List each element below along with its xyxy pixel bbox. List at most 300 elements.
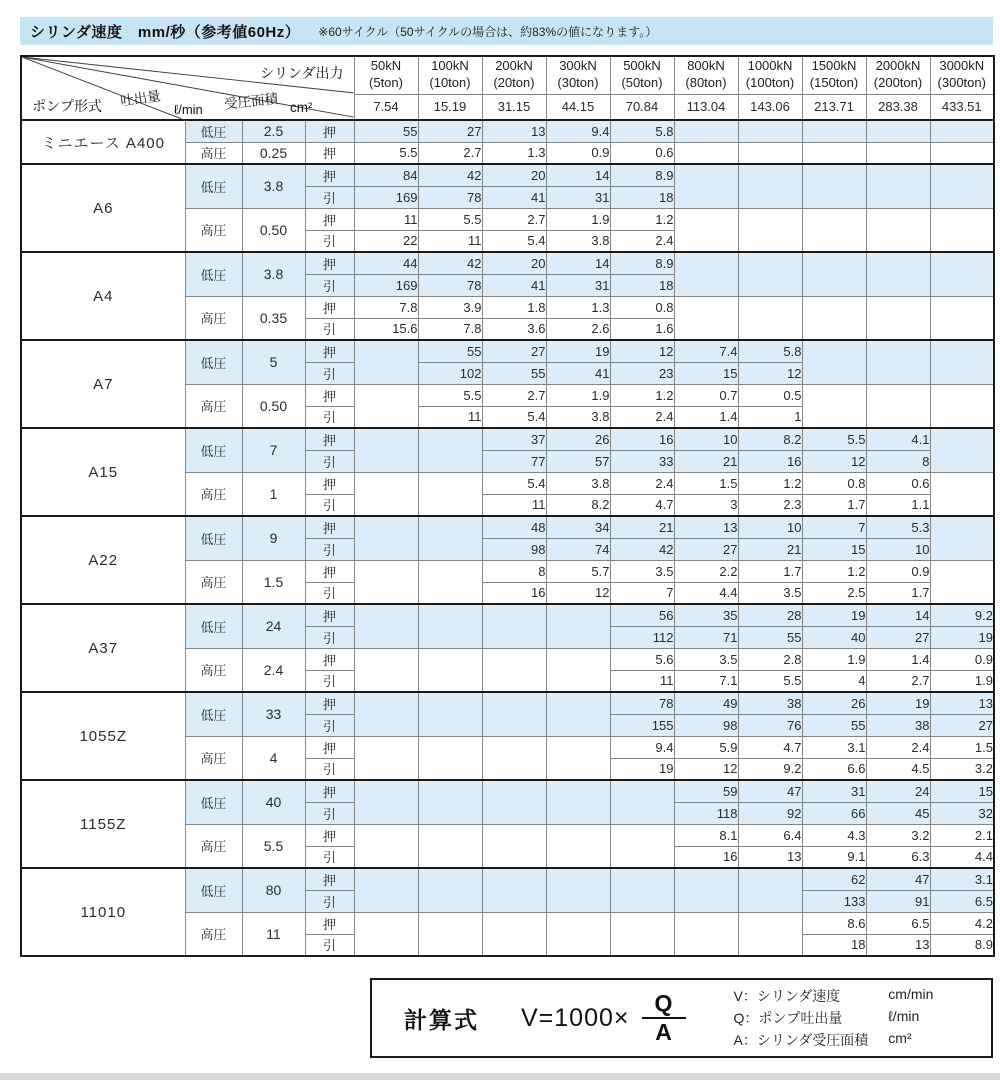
direction-cell: 押 [305, 912, 354, 934]
speed-value-cell: 3.2 [930, 758, 994, 780]
direction-cell: 引 [305, 186, 354, 208]
speed-value-cell: 9.4 [610, 736, 674, 758]
speed-value-cell: 47 [866, 868, 930, 890]
pressure-label-cell: 低圧 [185, 340, 242, 384]
pressure-label-cell: 高圧 [185, 208, 242, 252]
pressure-label-cell: 低圧 [185, 868, 242, 912]
speed-value-cell: 40 [802, 626, 866, 648]
speed-value-cell: 11 [354, 208, 418, 230]
speed-value-cell: 2.8 [738, 648, 802, 670]
speed-empty-cell [738, 164, 802, 208]
speed-empty-cell [866, 384, 930, 428]
speed-value-cell: 1.9 [546, 208, 610, 230]
speed-value-cell: 5.9 [674, 736, 738, 758]
flow-rate-cell: 33 [242, 692, 305, 736]
speed-empty-cell [354, 428, 418, 472]
table-row [21, 252, 994, 274]
speed-empty-cell [802, 340, 866, 384]
legend-label: A：シリンダ受圧面積 [733, 1032, 869, 1048]
speed-value-cell: 6.5 [866, 912, 930, 934]
force-column-header [418, 56, 482, 94]
pump-model-cell: A7 [21, 340, 185, 428]
flow-rate-cell: 3.8 [242, 164, 305, 208]
speed-value-cell: 92 [738, 802, 802, 824]
corner-flow-unit: ℓ/min [174, 102, 203, 117]
speed-value-cell: 10 [866, 538, 930, 560]
speed-value-cell: 16 [738, 450, 802, 472]
speed-value-cell: 14 [546, 252, 610, 274]
speed-empty-cell [482, 692, 546, 736]
speed-value-cell: 9.2 [930, 604, 994, 626]
pressure-label-cell: 高圧 [185, 736, 242, 780]
force-value: 100kN [431, 58, 469, 74]
speed-value-cell: 8.6 [802, 912, 866, 934]
speed-value-cell: 9.4 [546, 120, 610, 142]
speed-empty-cell [354, 384, 418, 428]
speed-value-cell: 1.2 [610, 208, 674, 230]
speed-empty-cell [674, 120, 738, 142]
speed-empty-cell [738, 912, 802, 956]
speed-empty-cell [930, 384, 994, 428]
speed-value-cell: 16 [482, 582, 546, 604]
speed-empty-cell [930, 428, 994, 472]
pressure-label-cell: 高圧 [185, 648, 242, 692]
ton-value: (50ton) [621, 75, 663, 91]
speed-value-cell: 12 [738, 362, 802, 384]
speed-empty-cell [418, 648, 482, 692]
speed-empty-cell [866, 142, 930, 164]
speed-value-cell: 1.8 [482, 296, 546, 318]
speed-value-cell: 0.9 [866, 560, 930, 582]
speed-value-cell: 55 [418, 340, 482, 362]
speed-empty-cell [610, 780, 674, 824]
flow-rate-cell: 4 [242, 736, 305, 780]
speed-value-cell: 18 [610, 274, 674, 296]
direction-cell: 押 [305, 868, 354, 890]
speed-value-cell: 2.1 [930, 824, 994, 846]
speed-value-cell: 8.9 [610, 164, 674, 186]
speed-value-cell: 2.5 [802, 582, 866, 604]
flow-rate-cell: 2.5 [242, 120, 305, 142]
speed-value-cell: 0.8 [802, 472, 866, 494]
pump-model-cell: A6 [21, 164, 185, 252]
speed-value-cell: 155 [610, 714, 674, 736]
flow-rate-cell: 1 [242, 472, 305, 516]
speed-value-cell: 5.5 [738, 670, 802, 692]
force-column-header [738, 56, 802, 94]
speed-value-cell: 1.4 [674, 406, 738, 428]
ton-value: (10ton) [429, 75, 471, 91]
speed-value-cell: 15 [802, 538, 866, 560]
speed-empty-cell [418, 824, 482, 868]
speed-value-cell: 26 [546, 428, 610, 450]
direction-cell: 押 [305, 120, 354, 142]
table-row [21, 340, 994, 362]
speed-value-cell: 5.4 [482, 406, 546, 428]
table-row [21, 164, 994, 186]
speed-value-cell: 5.8 [610, 120, 674, 142]
speed-value-cell: 3.8 [546, 472, 610, 494]
speed-value-cell: 1.2 [610, 384, 674, 406]
speed-value-cell: 11 [610, 670, 674, 692]
speed-value-cell: 3.1 [802, 736, 866, 758]
table-row [21, 868, 994, 890]
speed-value-cell: 169 [354, 186, 418, 208]
title-note: ※60サイクル（50サイクルの場合は、約83%の値になります。） [318, 24, 658, 39]
force-value: 1500kN [811, 58, 857, 74]
speed-value-cell: 27 [866, 626, 930, 648]
pressure-label-cell: 高圧 [185, 472, 242, 516]
speed-empty-cell [738, 868, 802, 912]
speed-empty-cell [802, 208, 866, 252]
piston-area-value: 113.04 [674, 94, 738, 120]
table-row [21, 516, 994, 538]
piston-area-value: 70.84 [610, 94, 674, 120]
speed-empty-cell [802, 164, 866, 208]
speed-empty-cell [930, 252, 994, 296]
ton-value: (100ton) [745, 75, 795, 91]
speed-empty-cell [354, 604, 418, 648]
speed-empty-cell [354, 780, 418, 824]
speed-value-cell: 2.4 [610, 472, 674, 494]
direction-cell: 引 [305, 538, 354, 560]
speed-value-cell: 98 [482, 538, 546, 560]
speed-value-cell: 3.6 [482, 318, 546, 340]
speed-value-cell: 10 [674, 428, 738, 450]
speed-empty-cell [738, 208, 802, 252]
speed-value-cell: 12 [674, 758, 738, 780]
fraction-numerator: Q [654, 989, 673, 1016]
flow-rate-cell: 2.4 [242, 648, 305, 692]
formula-box [370, 978, 993, 1058]
pressure-label-cell: 高圧 [185, 142, 242, 164]
speed-value-cell: 102 [418, 362, 482, 384]
direction-cell: 引 [305, 758, 354, 780]
speed-value-cell: 27 [930, 714, 994, 736]
speed-empty-cell [802, 142, 866, 164]
force-value: 1000kN [747, 58, 793, 74]
corner-model-label: ポンプ形式 [32, 98, 102, 114]
speed-empty-cell [546, 780, 610, 824]
flow-rate-cell: 0.35 [242, 296, 305, 340]
direction-cell: 押 [305, 384, 354, 406]
speed-value-cell: 20 [482, 252, 546, 274]
speed-value-cell: 12 [802, 450, 866, 472]
direction-cell: 引 [305, 318, 354, 340]
speed-value-cell: 42 [610, 538, 674, 560]
speed-value-cell: 37 [482, 428, 546, 450]
direction-cell: 押 [305, 252, 354, 274]
speed-empty-cell [738, 296, 802, 340]
speed-empty-cell [546, 912, 610, 956]
speed-empty-cell [930, 560, 994, 604]
speed-value-cell: 8 [866, 450, 930, 472]
direction-cell: 引 [305, 670, 354, 692]
speed-value-cell: 42 [418, 164, 482, 186]
speed-empty-cell [610, 824, 674, 868]
speed-empty-cell [418, 472, 482, 516]
speed-value-cell: 5.5 [418, 384, 482, 406]
ton-value: (300ton) [937, 75, 986, 91]
speed-value-cell: 112 [610, 626, 674, 648]
speed-value-cell: 4 [802, 670, 866, 692]
speed-value-cell: 3.5 [610, 560, 674, 582]
speed-value-cell: 13 [930, 692, 994, 714]
speed-value-cell: 4.2 [930, 912, 994, 934]
speed-empty-cell [866, 120, 930, 142]
speed-value-cell: 3 [674, 494, 738, 516]
speed-value-cell: 3.9 [418, 296, 482, 318]
speed-empty-cell [674, 142, 738, 164]
flow-rate-cell: 7 [242, 428, 305, 472]
corner-output-label: シリンダ出力 [260, 65, 344, 81]
speed-empty-cell [418, 912, 482, 956]
speed-value-cell: 19 [866, 692, 930, 714]
pump-model-cell: 1155Z [21, 780, 185, 868]
speed-value-cell: 9.1 [802, 846, 866, 868]
piston-area-value: 143.06 [738, 94, 802, 120]
corner-area-unit: cm² [290, 100, 313, 115]
speed-value-cell: 78 [418, 274, 482, 296]
speed-value-cell: 19 [802, 604, 866, 626]
speed-value-cell: 47 [738, 780, 802, 802]
direction-cell: 押 [305, 604, 354, 626]
speed-value-cell: 20 [482, 164, 546, 186]
speed-value-cell: 19 [546, 340, 610, 362]
speed-value-cell: 24 [866, 780, 930, 802]
speed-value-cell: 8.2 [546, 494, 610, 516]
speed-empty-cell [546, 648, 610, 692]
speed-value-cell: 7.8 [418, 318, 482, 340]
speed-empty-cell [354, 472, 418, 516]
speed-value-cell: 6.6 [802, 758, 866, 780]
speed-value-cell: 41 [482, 186, 546, 208]
speed-value-cell: 4.7 [610, 494, 674, 516]
force-column-header [930, 56, 994, 94]
speed-empty-cell [866, 340, 930, 384]
speed-empty-cell [418, 780, 482, 824]
speed-empty-cell [354, 736, 418, 780]
speed-value-cell: 2.7 [482, 208, 546, 230]
speed-value-cell: 33 [610, 450, 674, 472]
speed-value-cell: 0.5 [738, 384, 802, 406]
direction-cell: 引 [305, 582, 354, 604]
speed-value-cell: 41 [482, 274, 546, 296]
speed-value-cell: 16 [674, 846, 738, 868]
speed-value-cell: 8.9 [930, 934, 994, 956]
speed-value-cell: 78 [418, 186, 482, 208]
speed-empty-cell [482, 780, 546, 824]
speed-value-cell: 7 [610, 582, 674, 604]
speed-value-cell: 71 [674, 626, 738, 648]
speed-empty-cell [418, 692, 482, 736]
speed-value-cell: 3.2 [866, 824, 930, 846]
direction-cell: 引 [305, 494, 354, 516]
speed-value-cell: 4.1 [866, 428, 930, 450]
legend-unit: ℓ/min [888, 1008, 920, 1024]
speed-value-cell: 14 [546, 164, 610, 186]
piston-area-value: 7.54 [354, 94, 418, 120]
speed-value-cell: 3.5 [738, 582, 802, 604]
force-value: 200kN [495, 58, 533, 74]
fraction-denominator: A [655, 1019, 672, 1046]
direction-cell: 押 [305, 208, 354, 230]
force-column-header [354, 56, 418, 94]
speed-value-cell: 4.4 [930, 846, 994, 868]
direction-cell: 押 [305, 736, 354, 758]
pressure-label-cell: 低圧 [185, 164, 242, 208]
pressure-label-cell: 高圧 [185, 384, 242, 428]
flow-rate-cell: 1.5 [242, 560, 305, 604]
speed-value-cell: 13 [866, 934, 930, 956]
speed-value-cell: 1.9 [802, 648, 866, 670]
speed-value-cell: 4.7 [738, 736, 802, 758]
corner-area-label: 受圧面積 [223, 91, 279, 112]
speed-value-cell: 6.5 [930, 890, 994, 912]
direction-cell: 押 [305, 824, 354, 846]
speed-value-cell: 11 [482, 494, 546, 516]
speed-value-cell: 0.9 [930, 648, 994, 670]
direction-cell: 押 [305, 516, 354, 538]
speed-value-cell: 1.4 [866, 648, 930, 670]
speed-empty-cell [930, 164, 994, 208]
flow-rate-cell: 3.8 [242, 252, 305, 296]
flow-rate-cell: 5.5 [242, 824, 305, 868]
piston-area-value: 44.15 [546, 94, 610, 120]
pressure-label-cell: 低圧 [185, 780, 242, 824]
force-column-header [546, 56, 610, 94]
force-column-header [866, 56, 930, 94]
pressure-label-cell: 高圧 [185, 560, 242, 604]
speed-value-cell: 2.4 [610, 406, 674, 428]
table-row [21, 780, 994, 802]
speed-value-cell: 57 [546, 450, 610, 472]
legend-unit: cm² [888, 1030, 912, 1046]
speed-empty-cell [930, 208, 994, 252]
pressure-label-cell: 低圧 [185, 516, 242, 560]
speed-empty-cell [418, 516, 482, 560]
pressure-label-cell: 低圧 [185, 692, 242, 736]
speed-value-cell: 49 [674, 692, 738, 714]
speed-value-cell: 1.6 [610, 318, 674, 340]
speed-value-cell: 1 [738, 406, 802, 428]
speed-empty-cell [674, 164, 738, 208]
speed-value-cell: 1.9 [546, 384, 610, 406]
speed-value-cell: 12 [546, 582, 610, 604]
speed-value-cell: 23 [610, 362, 674, 384]
speed-empty-cell [354, 516, 418, 560]
speed-value-cell: 16 [610, 428, 674, 450]
speed-value-cell: 5.7 [546, 560, 610, 582]
speed-value-cell: 13 [482, 120, 546, 142]
speed-value-cell: 5.5 [354, 142, 418, 164]
speed-value-cell: 3.1 [930, 868, 994, 890]
ton-value: (30ton) [557, 75, 599, 91]
speed-value-cell: 76 [738, 714, 802, 736]
speed-value-cell: 32 [930, 802, 994, 824]
speed-value-cell: 5.6 [610, 648, 674, 670]
pump-model-cell: 11010 [21, 868, 185, 956]
direction-cell: 押 [305, 780, 354, 802]
speed-empty-cell [418, 428, 482, 472]
speed-value-cell: 1.7 [738, 560, 802, 582]
pump-model-cell: 1055Z [21, 692, 185, 780]
ton-value: (80ton) [685, 75, 727, 91]
speed-value-cell: 11 [418, 406, 482, 428]
formula-legend [734, 986, 965, 1050]
speed-value-cell: 91 [866, 890, 930, 912]
speed-value-cell: 1.3 [546, 296, 610, 318]
speed-value-cell: 8.9 [610, 252, 674, 274]
speed-empty-cell [610, 868, 674, 912]
speed-value-cell: 0.7 [674, 384, 738, 406]
speed-empty-cell [674, 912, 738, 956]
direction-cell: 押 [305, 164, 354, 186]
speed-value-cell: 7.4 [674, 340, 738, 362]
speed-empty-cell [354, 340, 418, 384]
speed-value-cell: 55 [802, 714, 866, 736]
piston-area-value: 213.71 [802, 94, 866, 120]
speed-empty-cell [546, 824, 610, 868]
flow-rate-cell: 9 [242, 516, 305, 560]
legend-unit: cm/min [888, 986, 934, 1002]
pump-model-cell: ミニエース A400 [21, 120, 185, 164]
speed-value-cell: 1.7 [802, 494, 866, 516]
speed-value-cell: 31 [546, 274, 610, 296]
speed-value-cell: 9.2 [738, 758, 802, 780]
speed-value-cell: 14 [866, 604, 930, 626]
speed-empty-cell [930, 516, 994, 560]
speed-empty-cell [546, 736, 610, 780]
speed-empty-cell [482, 912, 546, 956]
speed-value-cell: 5.8 [738, 340, 802, 362]
direction-cell: 引 [305, 626, 354, 648]
speed-value-cell: 2.7 [866, 670, 930, 692]
table-body [21, 120, 994, 956]
speed-empty-cell [418, 604, 482, 648]
speed-empty-cell [354, 824, 418, 868]
speed-value-cell: 62 [802, 868, 866, 890]
speed-value-cell: 0.8 [610, 296, 674, 318]
speed-empty-cell [546, 692, 610, 736]
force-column-header [802, 56, 866, 94]
table-row [21, 604, 994, 626]
speed-value-cell: 0.6 [866, 472, 930, 494]
direction-cell: 押 [305, 428, 354, 450]
pressure-label-cell: 低圧 [185, 120, 242, 142]
speed-value-cell: 5.5 [418, 208, 482, 230]
direction-cell: 引 [305, 406, 354, 428]
speed-table [20, 55, 995, 957]
speed-empty-cell [354, 912, 418, 956]
speed-value-cell: 1.2 [802, 560, 866, 582]
speed-value-cell: 8.1 [674, 824, 738, 846]
speed-value-cell: 2.2 [674, 560, 738, 582]
speed-value-cell: 1.2 [738, 472, 802, 494]
pressure-label-cell: 高圧 [185, 296, 242, 340]
speed-value-cell: 4.5 [866, 758, 930, 780]
table-corner-cell [21, 56, 354, 120]
speed-value-cell: 7.1 [674, 670, 738, 692]
speed-value-cell: 1.5 [674, 472, 738, 494]
speed-value-cell: 3.5 [674, 648, 738, 670]
speed-empty-cell [674, 252, 738, 296]
speed-value-cell: 27 [482, 340, 546, 362]
speed-value-cell: 34 [546, 516, 610, 538]
flow-rate-cell: 40 [242, 780, 305, 824]
speed-empty-cell [418, 736, 482, 780]
speed-empty-cell [354, 868, 418, 912]
